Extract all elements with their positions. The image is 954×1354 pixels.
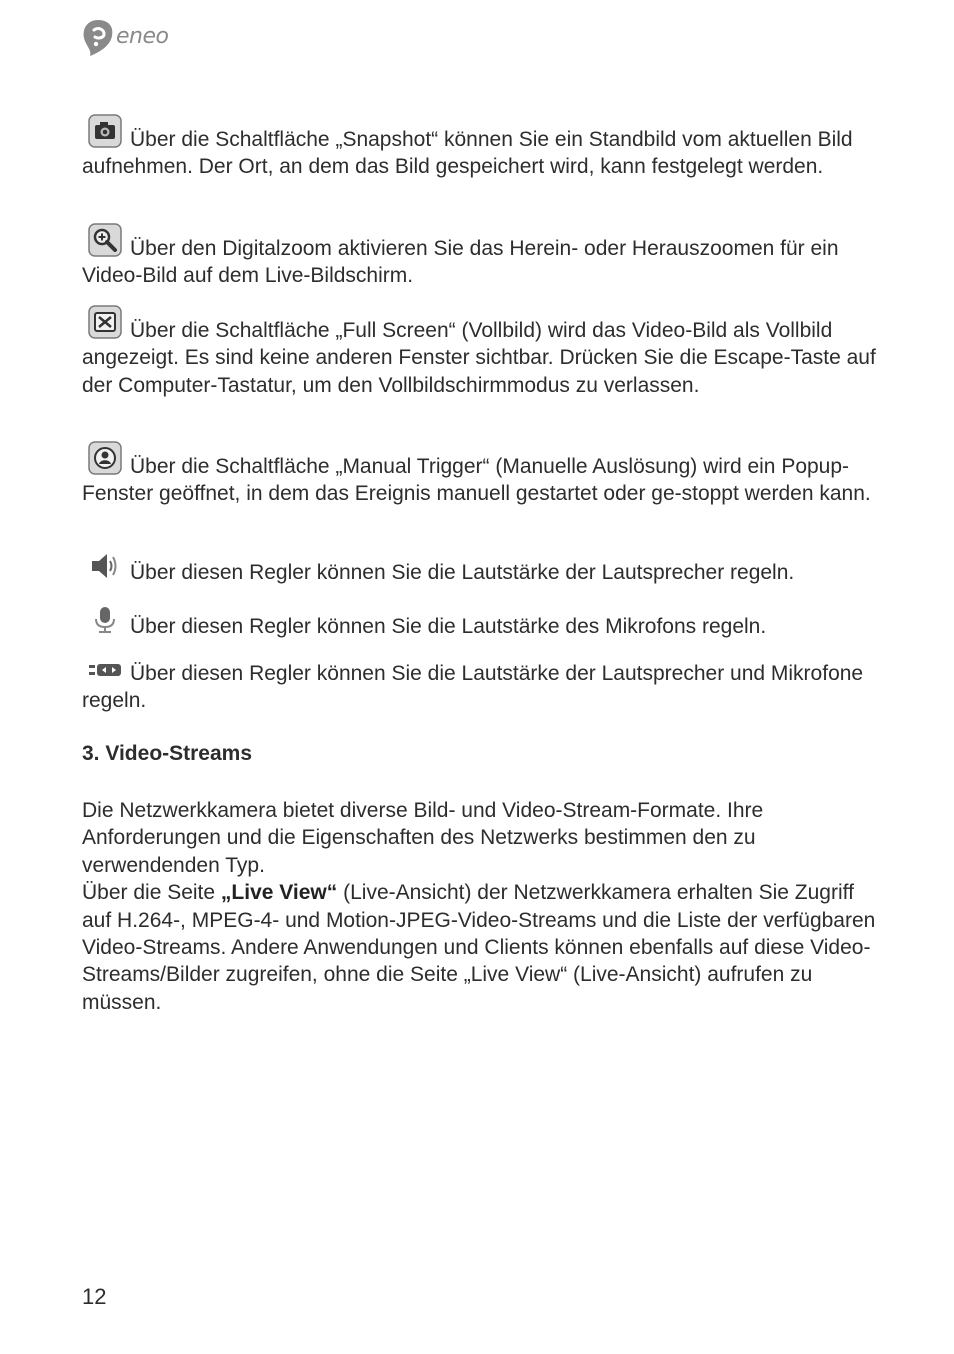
microphone-icon bbox=[88, 605, 122, 635]
para2-text-before: Über die Seite bbox=[82, 881, 221, 905]
speaker-volume-description bbox=[82, 551, 882, 586]
digital-zoom-description bbox=[82, 223, 882, 290]
eneo-logo-mark bbox=[80, 18, 116, 58]
manual-trigger-description bbox=[82, 441, 882, 508]
manual-trigger-text: Über die Schaltfläche „Manual Trigger“ (Manuelle Auslösung) wird ein Popup-Fenster geöffnet, in dem das Ereignis manuell gestartet oder ge-stoppt werden kann. bbox=[82, 455, 871, 506]
live-view-bold: „Live View“ bbox=[220, 881, 338, 905]
para2-text-after: (Live-Ansicht) der Netzwerkkamera erhalten Sie Zugriff auf H.264-, MPEG-4- und Motion-JPEG-Video-Streams und die Liste der verfügbaren Video-Streams. Andere Anwendungen und Clients können ebenfalls auf diese Video-Streams/Bilder zugreifen, ohne die Seite „Live View“ (Live-Ansicht) aufrufen zu müssen. bbox=[82, 881, 876, 1014]
snapshot-description bbox=[82, 114, 882, 181]
snapshot-text: Über die Schaltfläche „Snapshot“ können Sie ein Standbild vom aktuellen Bild aufnehmen. Der Ort, an dem das Bild gespeichert wird, kann festgelegt werden. bbox=[82, 128, 853, 179]
microphone-volume-description bbox=[82, 605, 882, 640]
full-screen-description bbox=[82, 305, 882, 399]
speaker-text: Über diesen Regler können Sie die Lautstärke der Lautsprecher regeln. bbox=[130, 561, 795, 584]
snapshot-icon bbox=[88, 114, 122, 148]
section-paragraph-1: Die Netzwerkkamera bietet diverse Bild- und Video-Stream-Formate. Ihre Anforderungen und die Eigenschaften des Netzwerks bestimmen den zu verwendenden Typ. bbox=[82, 799, 764, 877]
full-screen-icon bbox=[88, 305, 122, 339]
talk-text: Über diesen Regler können Sie die Lautstärke der Lautsprecher und Mikrofone regeln. bbox=[82, 662, 864, 713]
microphone-text: Über diesen Regler können Sie die Lautstärke des Mikrofons regeln. bbox=[130, 615, 767, 638]
full-screen-text: Über die Schaltfläche „Full Screen“ (Vollbild) wird das Video-Bild als Vollbild angezeigt. Es sind keine anderen Fenster sichtbar. Drücken Sie die Escape-Taste auf der Computer-Tastatur, um den Vollbildschirmmodus zu verlassen. bbox=[82, 319, 876, 397]
section-paragraph-2 bbox=[82, 879, 882, 1016]
logo-wordmark: eneo bbox=[116, 24, 169, 49]
digital-zoom-icon bbox=[88, 223, 122, 257]
section-heading: 3. Video-Streams bbox=[82, 742, 253, 765]
talk-icon bbox=[88, 660, 122, 682]
section-body bbox=[82, 797, 882, 1016]
digital-zoom-text: Über den Digitalzoom aktivieren Sie das Herein- oder Herauszoomen für ein Video-Bild auf dem Live-Bildschirm. bbox=[82, 237, 839, 288]
manual-trigger-icon bbox=[88, 441, 122, 475]
eneo-logo bbox=[80, 18, 169, 58]
speaker-icon bbox=[88, 551, 122, 581]
page-number: 12 bbox=[82, 1284, 107, 1309]
speaker-microphone-volume-description bbox=[82, 660, 882, 715]
